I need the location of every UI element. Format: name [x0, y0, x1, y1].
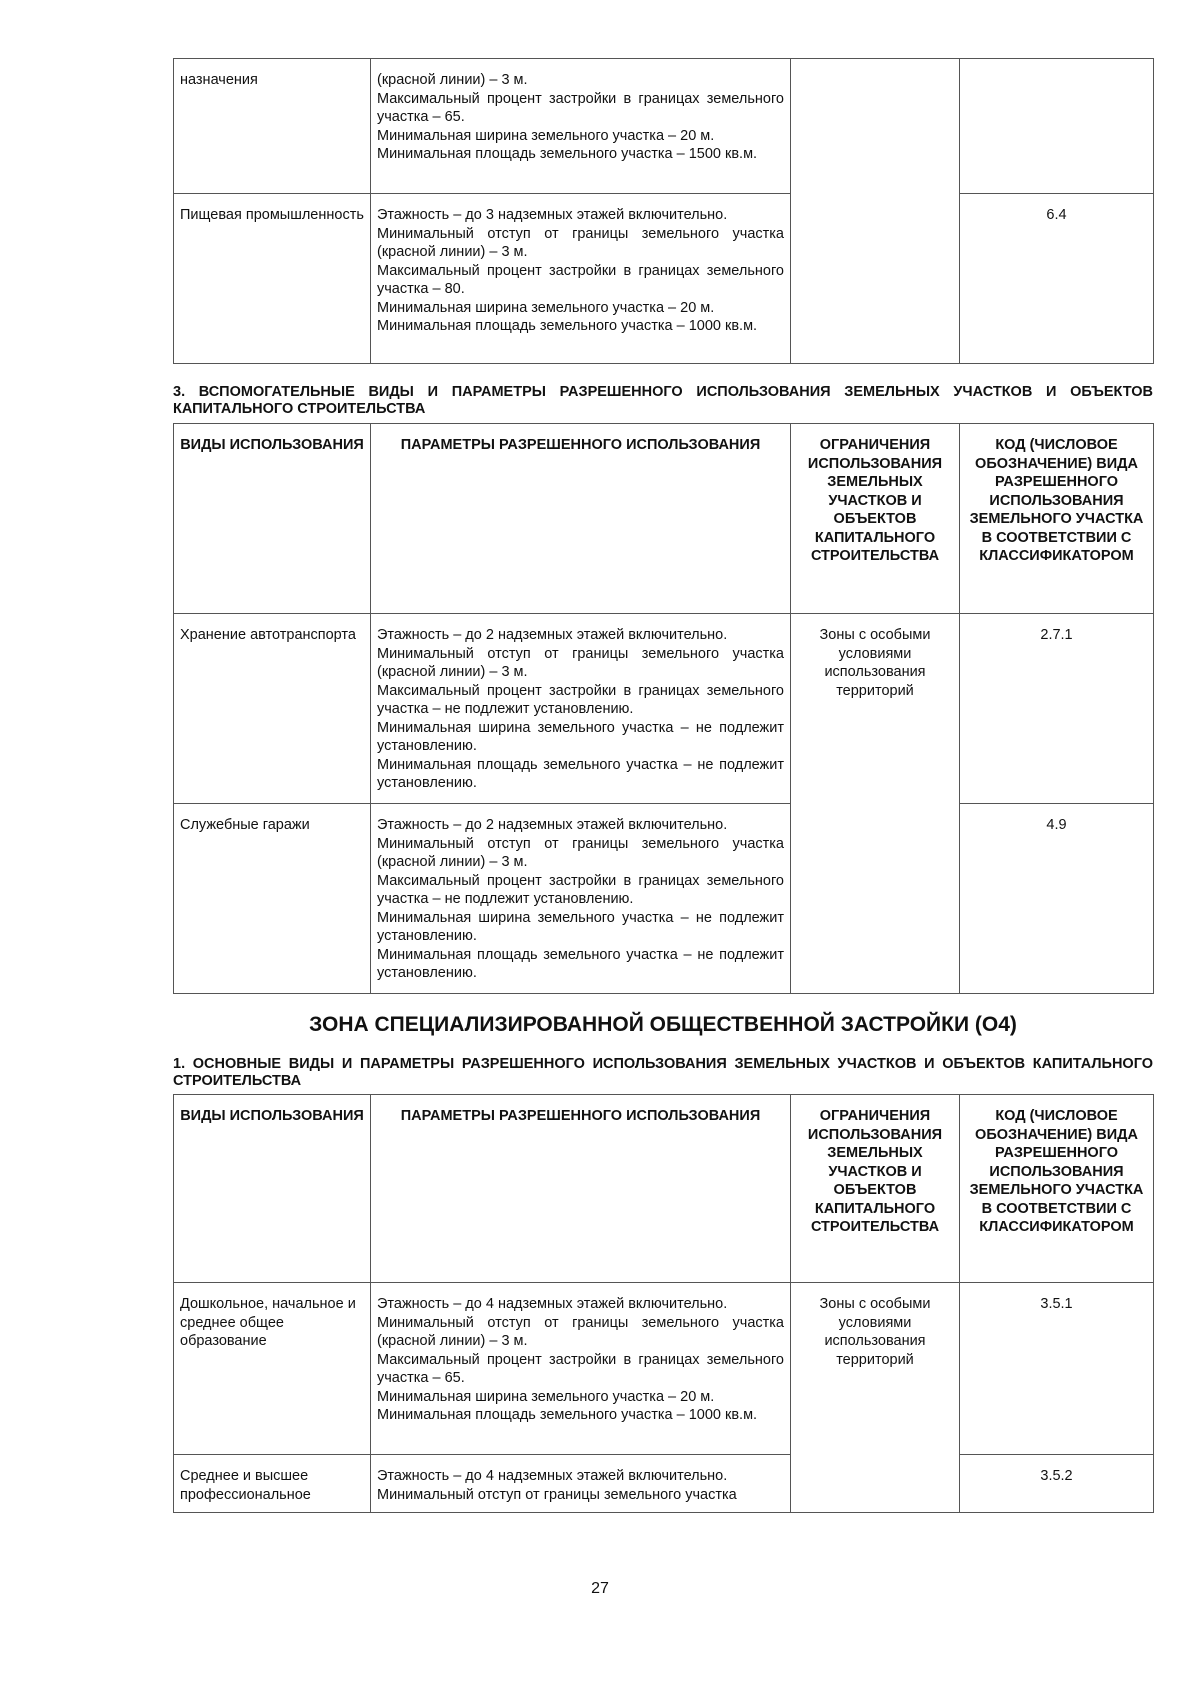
param-line: Этажность – до 3 надземных этажей включительно.: [377, 207, 728, 223]
restrictions-cell: Зоны с особыми условиями использования территорий: [791, 1283, 960, 1513]
header-code: КОД (ЧИСЛОВОЕ ОБОЗНАЧЕНИЕ) ВИДА РАЗРЕШЕННОГО ИСПОЛЬЗОВАНИЯ ЗЕМЕЛЬНОГО УЧАСТКА В СООТВЕТСТВИИ С КЛАССИФИКАТОРОМ: [960, 1095, 1154, 1283]
param-line: Минимальная ширина земельного участка – 20 м.: [377, 1388, 715, 1405]
param-line: Минимальный отступ от границы земельного участка (красной линии) – 3 м.: [377, 225, 784, 260]
code-cell: 3.5.1: [960, 1283, 1154, 1455]
param-line: Максимальный процент застройки в границах земельного участка – не подлежит установлению.: [377, 682, 784, 717]
params-cell: [371, 59, 791, 194]
table-row: [174, 194, 1154, 364]
param-line: Минимальный отступ от границы земельного участка: [377, 1486, 737, 1503]
code-cell: 4.9: [960, 804, 1154, 994]
param-line: Минимальная ширина земельного участка – 20 м.: [377, 127, 715, 144]
param-line: Минимальная площадь земельного участка – не подлежит установлению.: [377, 756, 784, 791]
table-row: [174, 1283, 1154, 1455]
header-code: КОД (ЧИСЛОВОЕ ОБОЗНАЧЕНИЕ) ВИДА РАЗРЕШЕННОГО ИСПОЛЬЗОВАНИЯ ЗЕМЕЛЬНОГО УЧАСТКА В СООТВЕТСТВИИ С КЛАССИФИКАТОРОМ: [960, 424, 1154, 614]
use-type-cell: Хранение автотранспорта: [174, 614, 371, 804]
header-restrictions: ОГРАНИЧЕНИЯ ИСПОЛЬЗОВАНИЯ ЗЕМЕЛЬНЫХ УЧАСТКОВ И ОБЪЕКТОВ КАПИТАЛЬНОГО СТРОИТЕЛЬСТВА: [791, 1095, 960, 1283]
table-row: [174, 614, 1154, 804]
section-title-main: 1. ОСНОВНЫЕ ВИДЫ И ПАРАМЕТРЫ РАЗРЕШЕННОГО ИСПОЛЬЗОВАНИЯ ЗЕМЕЛЬНЫХ УЧАСТКОВ И ОБЪЕКТОВ КАПИТАЛЬНОГО СТРОИТЕЛЬСТВА: [173, 1056, 1153, 1089]
param-line: Минимальная площадь земельного участка – не подлежит установлению.: [377, 946, 784, 981]
use-type-cell: Пищевая промышленность: [174, 194, 371, 364]
use-type-cell: Дошкольное, начальное и среднее общее образование: [174, 1283, 371, 1455]
param-line: Максимальный процент застройки в границах земельного участка – не подлежит установлению.: [377, 872, 784, 907]
header-params: ПАРАМЕТРЫ РАЗРЕШЕННОГО ИСПОЛЬЗОВАНИЯ: [371, 424, 791, 614]
params-cell: [371, 1283, 791, 1455]
params-cell: [371, 1455, 791, 1513]
header-use-types: ВИДЫ ИСПОЛЬЗОВАНИЯ: [174, 424, 371, 614]
param-line: Минимальная ширина земельного участка – 20 м.: [377, 299, 715, 316]
param-line: Максимальный процент застройки в границах земельного участка – 65.: [377, 90, 784, 125]
param-line: Минимальная площадь земельного участка – 1000 кв.м.: [377, 318, 758, 334]
header-restrictions: ОГРАНИЧЕНИЯ ИСПОЛЬЗОВАНИЯ ЗЕМЕЛЬНЫХ УЧАСТКОВ И ОБЪЕКТОВ КАПИТАЛЬНОГО СТРОИТЕЛЬСТВА: [791, 424, 960, 614]
param-line: Максимальный процент застройки в границах земельного участка – 80.: [377, 262, 784, 297]
use-type-cell: Служебные гаражи: [174, 804, 371, 994]
params-cell: [371, 804, 791, 994]
param-line: Этажность – до 2 надземных этажей включительно.: [377, 817, 728, 833]
table-row: [174, 1455, 1154, 1513]
auxiliary-use-table: [173, 423, 1154, 994]
restrictions-cell: Зоны с особыми условиями использования территорий: [791, 614, 960, 994]
param-line: Минимальная площадь земельного участка – 1500 кв.м.: [377, 146, 758, 162]
continued-use-table: [173, 58, 1154, 364]
param-line: (красной линии) – 3 м.: [377, 72, 528, 88]
param-line: Минимальный отступ от границы земельного участка (красной линии) – 3 м.: [377, 1314, 784, 1349]
param-line: Этажность – до 4 надземных этажей включительно.: [377, 1468, 728, 1484]
params-cell: [371, 194, 791, 364]
code-cell: 3.5.2: [960, 1455, 1154, 1513]
params-cell: [371, 614, 791, 804]
param-line: Этажность – до 4 надземных этажей включительно.: [377, 1296, 728, 1312]
code-cell: [960, 59, 1154, 194]
zone-title: ЗОНА СПЕЦИАЛИЗИРОВАННОЙ ОБЩЕСТВЕННОЙ ЗАСТРОЙКИ (О4): [309, 1013, 1017, 1036]
table-header-row: [174, 424, 1154, 614]
table-row: [174, 804, 1154, 994]
param-line: Минимальная ширина земельного участка – не подлежит установлению.: [377, 719, 784, 754]
param-line: Максимальный процент застройки в границах земельного участка – 65.: [377, 1351, 784, 1386]
restrictions-cell: [791, 59, 960, 364]
table-header-row: [174, 1095, 1154, 1283]
param-line: Минимальный отступ от границы земельного участка (красной линии) – 3 м.: [377, 645, 784, 680]
code-cell: 6.4: [960, 194, 1154, 364]
main-use-table: [173, 1094, 1154, 1513]
param-line: Минимальный отступ от границы земельного участка (красной линии) – 3 м.: [377, 835, 784, 870]
table-row: [174, 59, 1154, 194]
header-params: ПАРАМЕТРЫ РАЗРЕШЕННОГО ИСПОЛЬЗОВАНИЯ: [371, 1095, 791, 1283]
use-type-cell: назначения: [174, 59, 371, 194]
page-number: 27: [591, 1580, 609, 1597]
param-line: Минимальная площадь земельного участка – 1000 кв.м.: [377, 1407, 758, 1423]
use-type-cell: Среднее и высшее профессиональное: [174, 1455, 371, 1513]
param-line: Минимальная ширина земельного участка – не подлежит установлению.: [377, 909, 784, 944]
header-use-types: ВИДЫ ИСПОЛЬЗОВАНИЯ: [174, 1095, 371, 1283]
section-title-auxiliary: 3. ВСПОМОГАТЕЛЬНЫЕ ВИДЫ И ПАРАМЕТРЫ РАЗРЕШЕННОГО ИСПОЛЬЗОВАНИЯ ЗЕМЕЛЬНЫХ УЧАСТКОВ И ОБЪЕКТОВ КАПИТАЛЬНОГО СТРОИТЕЛЬСТВА: [173, 384, 1153, 417]
param-line: Этажность – до 2 надземных этажей включительно.: [377, 627, 728, 643]
code-cell: 2.7.1: [960, 614, 1154, 804]
